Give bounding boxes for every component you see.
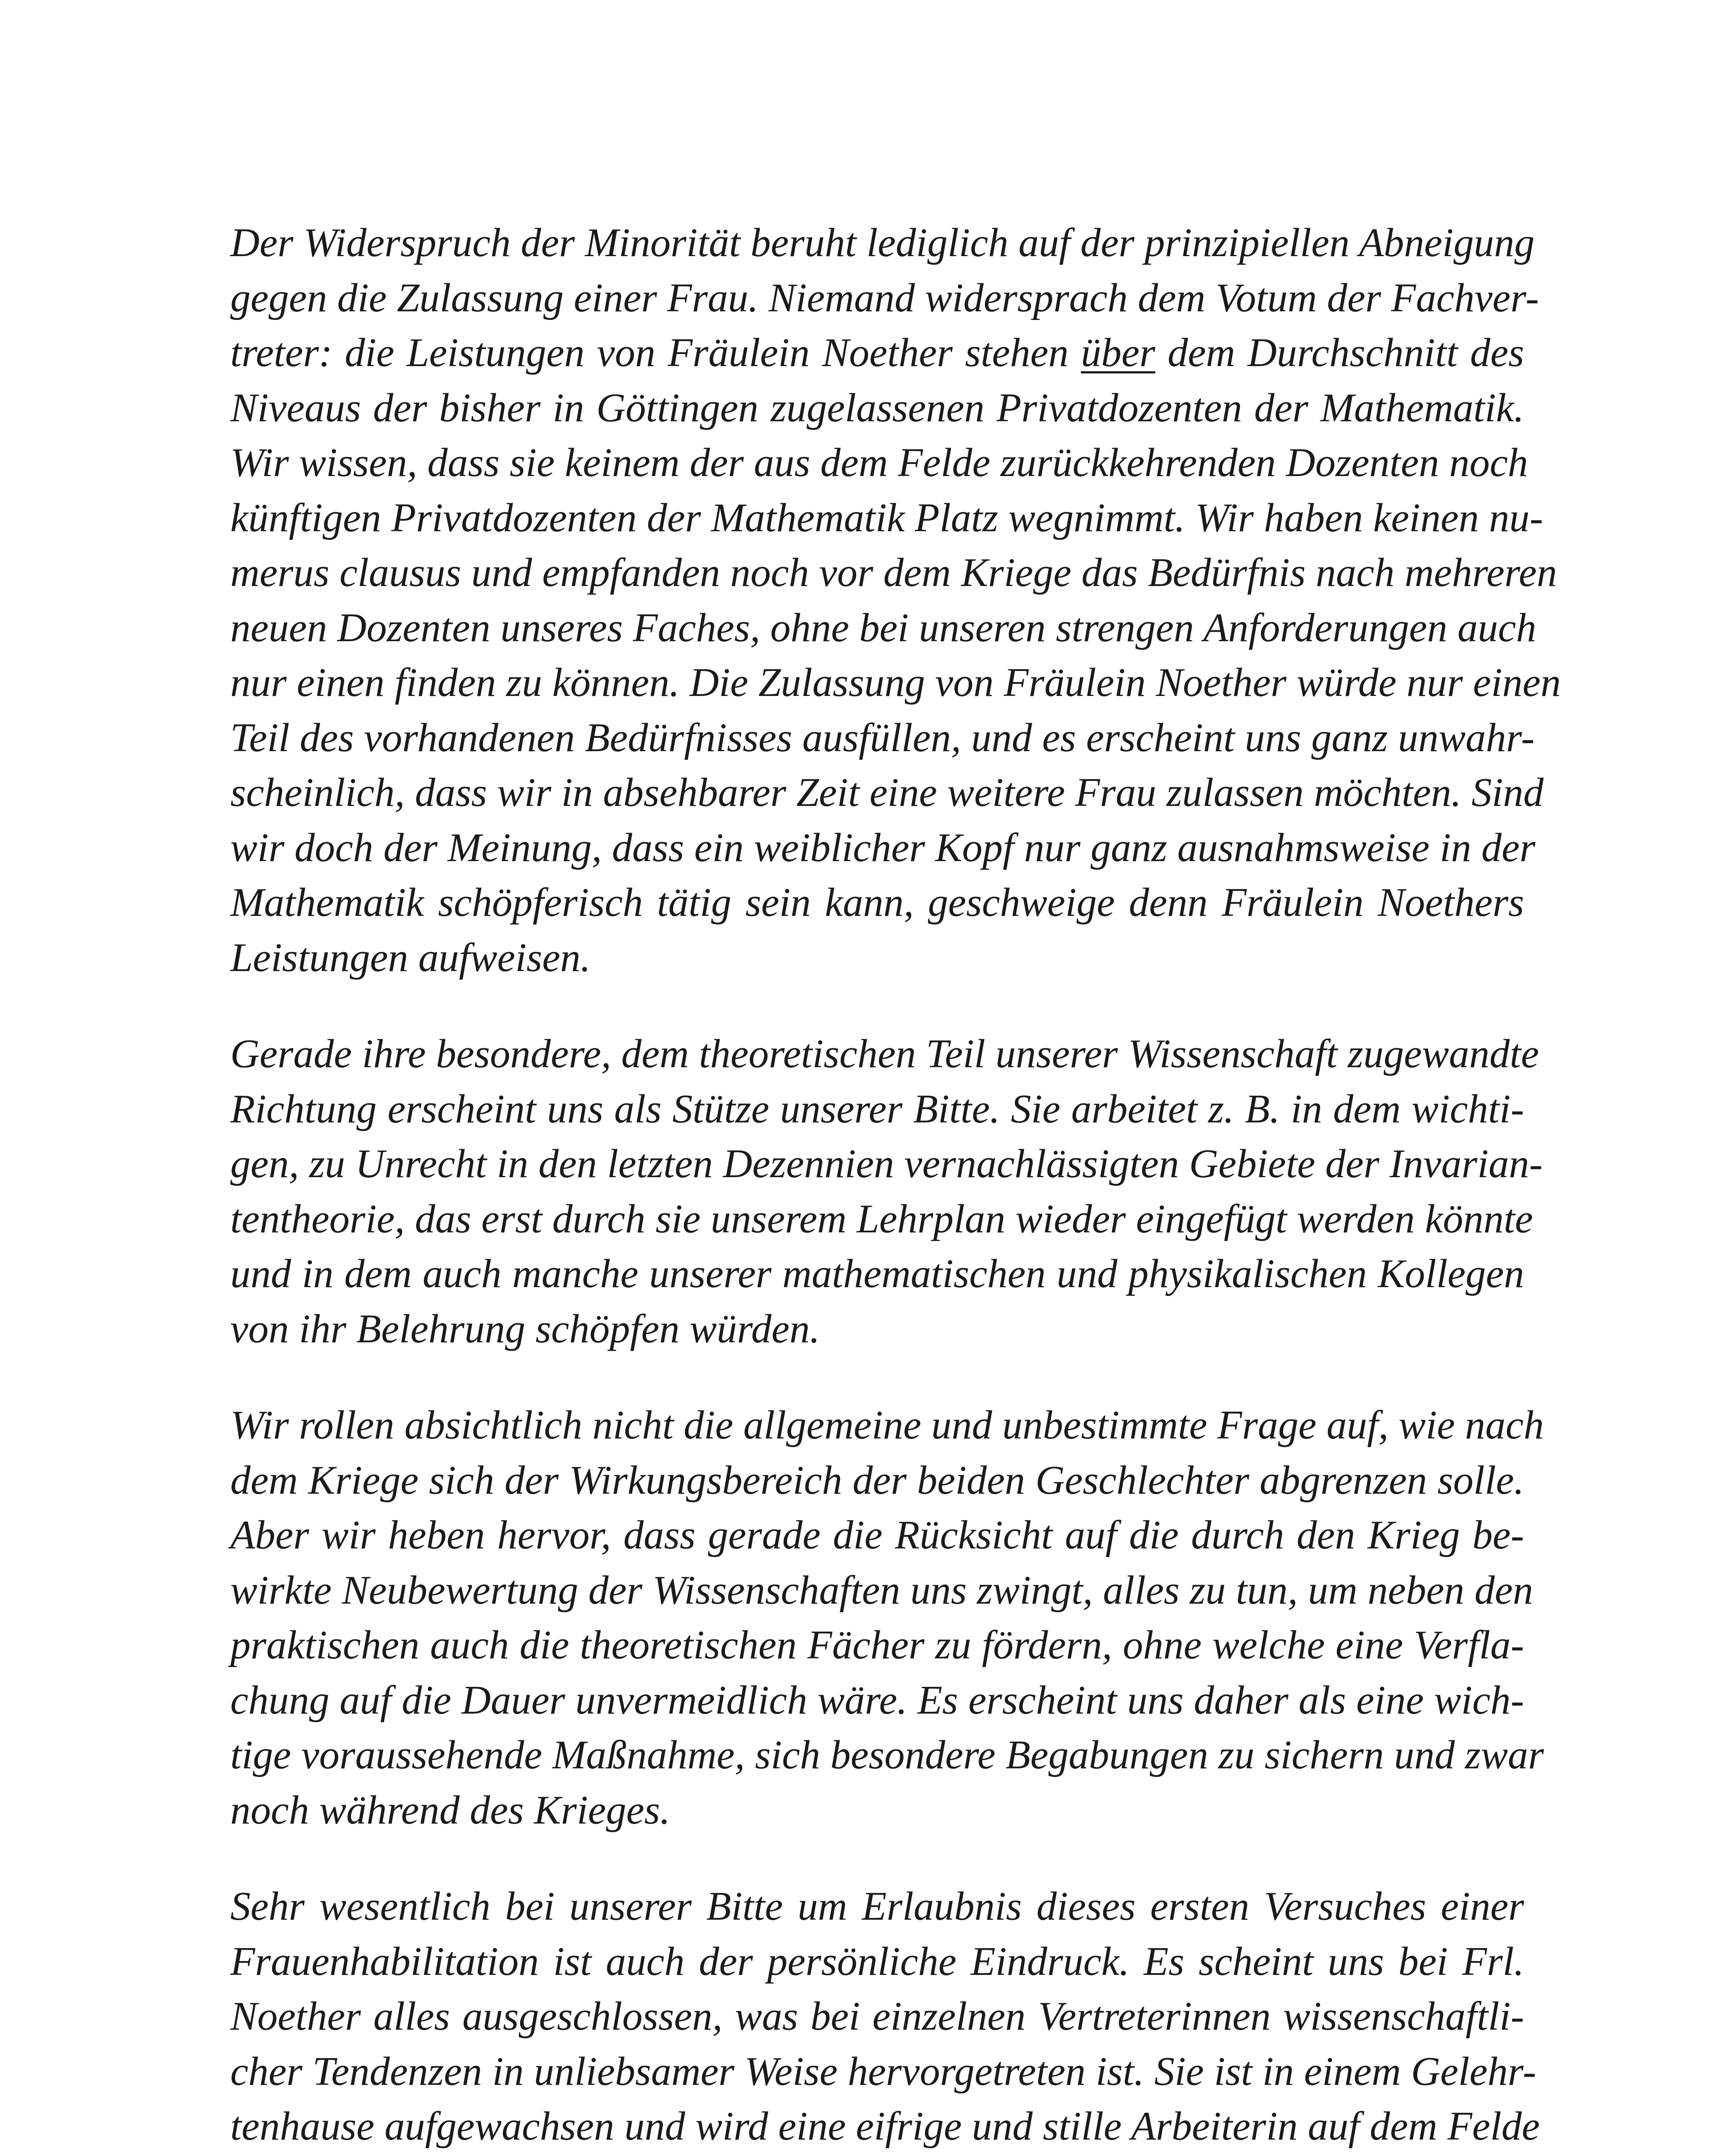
paragraph xyxy=(230,1879,1540,2156)
text-line: Aber wir heben hervor, dass gerade die Rücksicht auf die durch den Krieg be- xyxy=(230,1513,1524,1557)
text-line: gegen die Zulassung einer Frau. Niemand widersprach dem Votum der Fachver- xyxy=(230,275,1539,320)
text-line: merus clausus und empfanden noch vor dem Kriege das Bedürfnis nach mehreren xyxy=(230,550,1557,595)
text-segment: treter: die Leistungen von Fräulein Noether stehen xyxy=(230,330,1081,375)
text-line: Wir wissen, dass sie keinem der aus dem Felde zurückkehrenden Dozenten noch xyxy=(230,440,1528,485)
text-line: nur einen finden zu können. Die Zulassung von Fräulein Noether würde nur einen xyxy=(230,660,1561,705)
paragraph xyxy=(230,1027,1543,1357)
text-line: chung auf die Dauer unvermeidlich wäre. Es erscheint uns daher als eine wich- xyxy=(230,1677,1524,1723)
text-line: gen, zu Unrecht in den letzten Dezennien vernachlässigten Gebiete der Invarian- xyxy=(230,1141,1543,1186)
text-line: tentheorie, das erst durch sie unserem Lehrplan wieder eingefügt werden könnte xyxy=(230,1196,1533,1241)
text-line: noch während des Krieges. xyxy=(230,1787,670,1833)
text-line: cher Tendenzen in unliebsamer Weise hervorgetreten ist. Sie ist in einem Gelehr- xyxy=(230,2049,1537,2094)
text-line: Richtung erscheint uns als Stütze unserer Bitte. Sie arbeitet z. B. in dem wichti- xyxy=(230,1086,1524,1131)
text-line: scheinlich, dass wir in absehbarer Zeit eine weitere Frau zulassen möchten. Sind xyxy=(230,770,1544,815)
text-line: künftigen Privatdozenten der Mathematik Platz wegnimmt. Wir haben keinen nu- xyxy=(230,495,1543,540)
paragraph-gap xyxy=(230,985,1524,1027)
text-line: tige voraussehende Maßnahme, sich besondere Begabungen zu sichern und zwar xyxy=(230,1733,1544,1777)
text-line: Niveaus der bisher in Göttingen zugelassenen Privatdozenten der Mathematik. xyxy=(230,385,1524,430)
paragraph xyxy=(230,216,1561,985)
body-text xyxy=(230,216,1561,2156)
underlined-word: über xyxy=(1081,330,1155,375)
paragraph-gap xyxy=(230,1838,1524,1879)
text-line: praktischen auch die theoretischen Fächer zu fördern, ohne welche eine Verfla- xyxy=(230,1623,1524,1667)
text-line: tenhause aufgewachsen und wird eine eifrige und stille Arbeiterin auf dem Felde xyxy=(230,2104,1540,2149)
text-line xyxy=(230,326,1524,381)
text-segment: dem Durchschnitt des xyxy=(1155,330,1524,375)
text-line: Leistungen aufweisen. xyxy=(230,935,591,980)
text-line: Frauenhabilitation ist auch der persönliche Eindruck. Es scheint uns bei Frl. xyxy=(230,1939,1524,1984)
paragraph xyxy=(230,1398,1544,1838)
text-line: Noether alles ausgeschlossen, was bei einzelnen Vertreterinnen wissenschaftli- xyxy=(230,1994,1524,2039)
paragraph-gap xyxy=(230,1357,1524,1398)
text-line: Gerade ihre besondere, dem theoretischen Teil unserer Wissenschaft zugewandte xyxy=(230,1031,1539,1076)
text-line: Mathematik schöpferisch tätig sein kann, geschweige denn Fräulein Noethers xyxy=(230,880,1524,925)
text-line: wirkte Neubewertung der Wissenschaften uns zwingt, alles zu tun, um neben den xyxy=(230,1567,1533,1613)
text-line: neuen Dozenten unseres Faches, ohne bei unseren strengen Anforderungen auch xyxy=(230,605,1537,650)
text-line xyxy=(230,2154,1524,2156)
text-line: Der Widerspruch der Minorität beruht lediglich auf der prinzipiellen Abneigung xyxy=(230,220,1535,265)
text-line: Wir rollen absichtlich nicht die allgemeine und unbestimmte Frage auf, wie nach xyxy=(230,1403,1544,1448)
text-line: von ihr Belehrung schöpfen würden. xyxy=(230,1306,820,1351)
text-line: Sehr wesentlich bei unserer Bitte um Erlaubnis dieses ersten Versuches einer xyxy=(230,1884,1524,1929)
text-line: dem Kriege sich der Wirkungsbereich der beiden Geschlechter abgrenzen solle. xyxy=(230,1457,1524,1503)
text-line: wir doch der Meinung, dass ein weiblicher Kopf nur ganz ausnahmsweise in der xyxy=(230,825,1536,870)
text-line: Teil des vorhandenen Bedürfnisses ausfüllen, und es erscheint uns ganz unwahr- xyxy=(230,715,1535,760)
text-line: und in dem auch manche unserer mathematischen und physikalischen Kollegen xyxy=(230,1251,1524,1296)
